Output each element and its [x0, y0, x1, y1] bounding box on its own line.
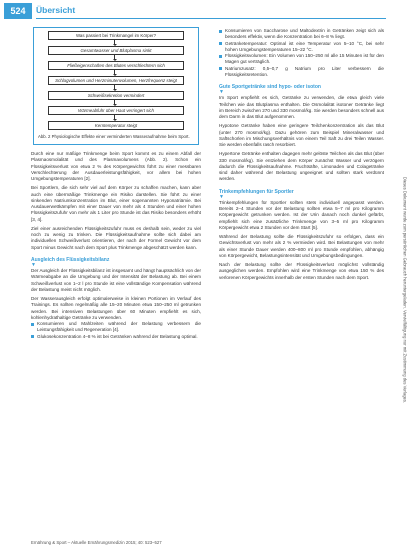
list-item: Getränketemperatur: Optimal ist eine Temperatur von 5–10 °C, bei sehr hohen Umgebungstemperaturen 15–22 °C. [219, 41, 384, 54]
list-item: Konsumieren von Saccharose und Maltodextrin in Getränken zeigt sich als besonders effektiv, wenn die Konzentration bei 6–8 % liegt. [219, 28, 384, 41]
flow-arrow [114, 84, 115, 90]
paragraph: Durch eine nur mäßige Trinkmenge beim Sport kommt es zu einem Abfall der Plasmaosmolalität und des Plasmavolumens (Abb. 2). Schon ein Flüssigkeitsverlust von etwa 2 % des Körpergewichts führt zu einer messbaren Verschlechterung der Ausdauerleistungsfähigkeit, vor allem bei hohen Umgebungstemperaturen [2]. [31, 151, 201, 181]
side-note-text: Dieses Dokument wurde zum persönlichen Gebrauch heruntergeladen. Vervielfältigung nur mit Zustimmung des Verlages. [402, 176, 408, 404]
left-column [31, 27, 201, 340]
flow-arrow [114, 114, 115, 120]
paragraph: Trinkempfehlungen für Sportler sollten stets individuell angepasst werden. Bereits 2–4 Stunden vor der Belastung sollten etwa 5–7 ml pro Kilogramm Körpergewicht getrunken werden. Ist der Urin danach noch dunkel gefärbt, empfiehlt sich eine zusätzliche Trinkmenge von 3–5 ml pro Kilogramm Körpergewicht etwa 2 Stunden vor dem Start [5]. [219, 199, 384, 230]
paragraph: Nach der Belastung sollte der Flüssigkeitsverlust möglichst vollständig ausgeglichen werden. Empfohlen wird eine Trinkmenge von etwa 150 % des verlorenen Körpergewichts innerhalb der ersten Stunden nach dem Sport. [219, 262, 384, 280]
section-heading: Gute Sportgetränke sind hypo- oder isoton [219, 84, 321, 90]
page-number: 524 [4, 3, 32, 19]
header-rule [36, 18, 386, 19]
list-item: Konsumieren und Mahlzeiten während der Belastung verbessern die Leistungsfähigkeit und Regeneration [4]. [31, 321, 201, 334]
paragraph: Der Wasserausgleich erfolgt optimalerweise in kleinen Portionen im Verlauf des Trainings. Es sollten regelmäßig alle 15–20 Minuten etwa 150–250 ml getrunken werden. Bei intensiven Belastungen über 60 Minuten empfiehlt es sich, kohlenhydrathaltige Getränke zu verwenden. [31, 296, 201, 320]
flow-step-6: Kerntemperatur steigt [48, 121, 184, 130]
figure-flowchart [33, 27, 199, 145]
flow-step-4: Schweißsekretion vermindert [48, 91, 184, 100]
bullet-list [219, 28, 384, 78]
paragraph: Der Ausgleich der Flüssigkeitsbilanz ist insgesamt und hängt hauptsächlich von der Wärmeabgabe an die Umgebung und der Intensität der Belastung ab. Bei einem Schweißverlust von 1–2 l pro Stunde ist eine vollständige Kompensation während der Belastung meist nicht möglich. [31, 268, 201, 292]
right-column [219, 28, 384, 281]
flow-step-2: Fließeigenschaften des Blutes verschlechtern sich [48, 61, 184, 70]
section-heading: Ausgleich des Flüssigkeitsbilanz [31, 256, 110, 263]
list-item: Flüssigkeitsvolumen: Ein Volumen von 150–250 ml alle 15 Minuten ist für den Magen gut verträglich. [219, 53, 384, 66]
figure-caption: Abb. 2 Physiologische Effekte einer verminderten Wasseraufnahme beim Sport. [38, 134, 190, 139]
flow-arrow [114, 54, 115, 60]
copyright-side-note [401, 70, 409, 510]
section-label: Übersicht [36, 5, 76, 15]
paragraph: Während der Belastung sollte die Flüssigkeitszufuhr so erfolgen, dass ein Gewichtsverlust von mehr als 2 % vermieden wird. Bei Belastungen von mehr als einer Stunde Dauer werden 400–800 ml pro Stunde empfohlen, abhängig von Körpergewicht, Belastungsintensität und Umgebungsbedingungen. [219, 234, 384, 258]
section-heading: Trinkempfehlungen für Sportler [219, 188, 294, 195]
paragraph: Hypotone Getränke haben eine geringere Teilchenkonzentration als das Blut (unter 270 mosmol/kg). Dazu gehören zum Beispiel Mineralwasser und Saftschorlen im Mischungsverhältnis von einem Teil Saft zu drei Teilen Wasser. Sie werden ebenfalls rasch resorbiert. [219, 123, 384, 147]
section-marker: ▼ [219, 193, 224, 200]
section-marker: ▼ [219, 89, 224, 96]
section-marker: ▼ [31, 262, 36, 268]
figure-title: Was passiert bei Trinkmangel im Körper? [48, 31, 184, 40]
page-footer: Ernährung & Sport – Aktuelle Ernährungsmedizin 2015; 40: 523–527 [31, 540, 162, 545]
paragraph: Im Sport empfiehlt es sich, Getränke zu verwenden, die etwa gleich viele Teilchen wie das Blutplasma enthalten. Die Osmolalität isotoner Getränke liegt im Bereich zwischen 270 und 330 mosmol/kg. Sie werden besonders schnell aus dem Darm in das Blut aufgenommen. [219, 95, 384, 119]
flow-arrow [114, 39, 115, 45]
flow-arrow [114, 99, 115, 105]
flow-step-1: Gesamtwasser und Blutplasma sinkt [48, 46, 184, 55]
page-header [0, 0, 413, 22]
bullet-list [31, 321, 201, 340]
flow-arrow [114, 69, 115, 75]
flow-step-3: Schlagvolumen und Herzminutenvolumen, Herzfrequenz steigt [48, 76, 184, 85]
list-item: Natriumzusatz: 0,5–0,7 g Natrium pro Liter verbessern die Flüssigkeitsretention. [219, 66, 384, 79]
list-item: Glukosekonzentration 4–8 % ist bei Getränken während der Belastung optimal. [31, 334, 201, 340]
paragraph: Ziel einer ausreichenden Flüssigkeitszufuhr muss es deshalb sein, weder zu viel noch zu wenig zu trinken. Die Flüssigkeitsaufnahme sollte sich dabei am individuellen Schweißverlust orientieren, der nach der Formel Gewicht vor dem Sport minus Gewicht nach dem Sport plus Trinkmenge abgeschätzt werden kann. [31, 225, 201, 250]
paragraph: Bei Sportlern, die sich sehr viel auf dem Körper zu schaffen machen, kann aber auch eine übermäßige Trinkmenge ein Risiko darstellen. Sie führt zu einer sinkenden Natriumkonzentration im Blut, einer sogenannten Hyponatriämie. Bei Ausdauerwettkämpfen mit einer Dauer von mehr als 4 Stunden und einer hohen Flüssigkeitszufuhr von mehr als 1 Liter pro Stunde ist das Risiko besonders erhöht [3, 4]. [31, 185, 201, 222]
paragraph: Hypertone Getränke enthalten dagegen mehr gelöste Teilchen als das Blut (über 330 mosmol/kg). Sie entziehen dem Körper zunächst Wasser und verzögern dadurch die Flüssigkeitsaufnahme. Fruchtsäfte, Limonaden und Colagetränke sind daher während der Belastung ungeeignet und sollten stark verdünnt werden. [219, 151, 384, 182]
flow-step-5: Wärmeabfuhr über Haut verringert sich [48, 106, 184, 115]
